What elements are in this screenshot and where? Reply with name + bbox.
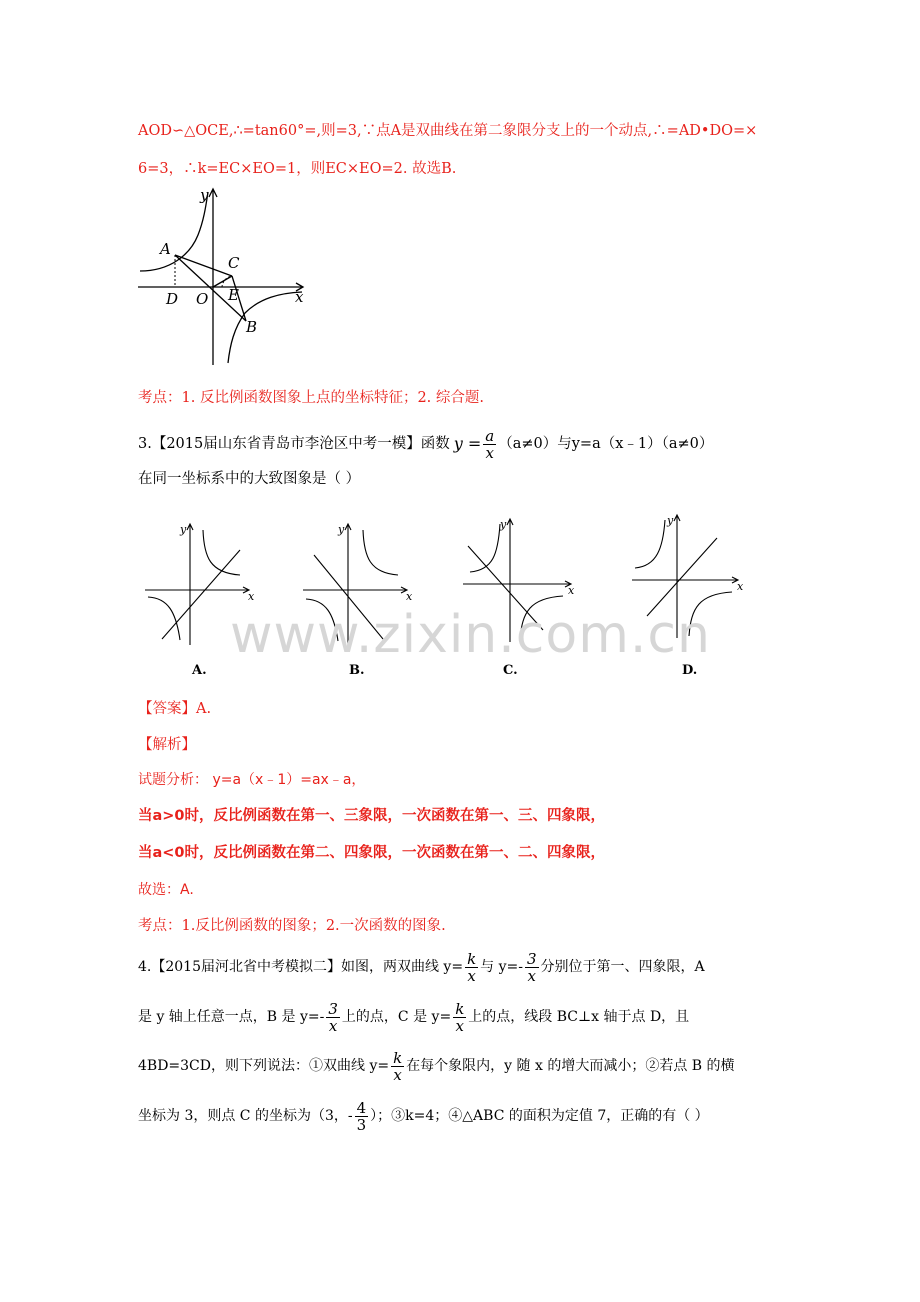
q4-l4-a: 坐标为 3，则点 C 的坐标为（3，-: [138, 1108, 353, 1124]
option-b-y-label: y: [338, 523, 345, 536]
fig1-label-b: B: [246, 318, 258, 336]
q4-line-2: [138, 996, 689, 1038]
q4-l4-b: ）；③k=4；④△ABC 的面积为定值 7，正确的有（ ）: [370, 1108, 709, 1124]
intro-line-1: AOD∽△OCE,∴=tan60°=,则=3,∵点A是双曲线在第二象限分支上的一个动点,∴=AD•DO=×: [138, 123, 758, 139]
q4-l3-frac: $\frac{k}{x}$: [393, 1048, 403, 1084]
q3-line-2: 在同一坐标系中的大致图象是（ ）: [138, 471, 361, 487]
q4-l3-b: 在每个象限内，y 随 x 的增大而减小；②若点 B 的横: [406, 1058, 735, 1074]
option-a-x-label: x: [248, 590, 255, 603]
option-a-label: A.: [192, 663, 207, 678]
option-c-y-label: y: [500, 518, 507, 531]
kaodian-2: 考点：1.反比例函数的图象；2.一次函数的图象.: [138, 918, 446, 934]
q4-l1-a: 4.【2015届河北省中考模拟二】如图，两双曲线 y=: [138, 959, 464, 975]
intro-line-2: 6=3，∴k=EC×EO=1，则EC×EO=2. 故选B.: [138, 161, 457, 177]
q4-l1-frac-1: $\frac{k}{x}$: [467, 949, 477, 985]
q4-l3-a: 4BD=3CD，则下列说法：①双曲线 y=: [138, 1058, 390, 1074]
figure-hyperbola-abc: [130, 180, 320, 375]
q4-line-4: [138, 1095, 709, 1137]
q4-l2-b: 上的点，C 是 y=: [341, 1009, 452, 1025]
fig1-label-y: y: [200, 186, 209, 204]
analysis-line-1: 试题分析： y=a（x﹣1）=ax﹣a，: [138, 772, 366, 788]
option-b-label: B.: [349, 663, 365, 678]
analysis-line-4: 故选：A.: [138, 882, 194, 898]
q4-l1-c: 分别位于第一、四象限，A: [540, 959, 705, 975]
q3-fraction: $\frac{a}{x}$: [485, 426, 495, 462]
q4-l2-c: 上的点，线段 BC⊥x 轴于点 D，且: [468, 1009, 690, 1025]
q4-l2-a: 是 y 轴上任意一点，B 是 y=-: [138, 1009, 325, 1025]
q3-y-eq: y =: [453, 434, 482, 453]
q4-l4-frac: $\frac{4}{3}$: [356, 1098, 367, 1134]
option-c-label: C.: [503, 663, 518, 678]
option-d-x-label: x: [737, 580, 744, 593]
q3-prefix: 3.【2015届山东省青岛市李沧区中考一模】函数: [138, 436, 450, 452]
fig1-label-d: D: [166, 290, 179, 308]
q4-l2-frac-2: $\frac{k}{x}$: [455, 999, 465, 1035]
option-b-x-label: x: [406, 590, 413, 603]
q4-l1-b: 与 y=-: [480, 959, 523, 975]
watermark: www.zixin.com.cn: [230, 605, 711, 665]
q4-l2-frac-1: $\frac{3}{x}$: [328, 999, 338, 1035]
analysis-line-2: 当a>0时，反比例函数在第一、三象限，一次函数在第一、三、四象限，: [138, 808, 606, 824]
option-d-y-label: y: [667, 514, 674, 527]
kaodian-1: 考点：1. 反比例函数图象上点的坐标特征；2. 综合题.: [138, 390, 484, 406]
analysis-line-3: 当a<0时，反比例函数在第二、四象限，一次函数在第一、二、四象限，: [138, 845, 606, 861]
analysis-title: 【解析】: [138, 737, 196, 753]
option-a-y-label: y: [180, 523, 187, 536]
option-c-x-label: x: [568, 584, 575, 597]
q4-line-1: [138, 946, 705, 988]
q4-l1-frac-2: $\frac{3}{x}$: [527, 949, 537, 985]
q3-suffix: （a≠0）与y=a（x﹣1）（a≠0）: [498, 436, 714, 452]
q3-line-1: [138, 424, 713, 464]
fig1-label-x: x: [295, 288, 304, 306]
q4-line-3: [138, 1045, 735, 1087]
fig1-label-e: E: [228, 286, 239, 304]
fig1-label-c: C: [228, 254, 240, 272]
fig1-label-a: A: [160, 240, 171, 258]
fig1-label-o: O: [196, 290, 209, 308]
option-d-label: D.: [682, 663, 698, 678]
answer: 【答案】A.: [138, 701, 212, 717]
